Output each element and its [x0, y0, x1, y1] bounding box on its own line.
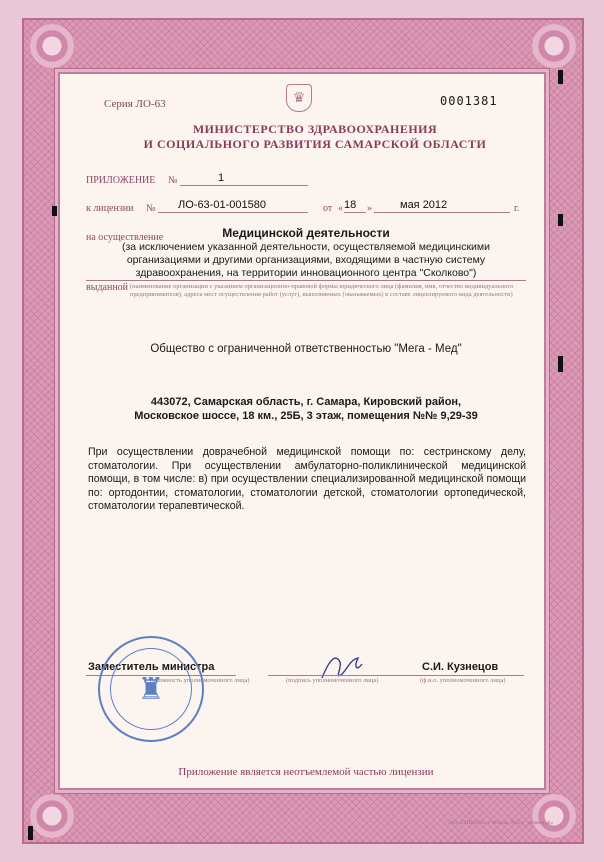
signatory-name: С.И. Кузнецов [422, 661, 499, 673]
services-text: При осуществлении доврачебной медицинской помощи по: сестринскому делу, стоматологии. При осуществлении амбулаторно-поликлинической медицинской помощи, в том числе: в) при осуществлении специализированной медицинской помощи по: ортодонтии, стоматологии, стоматологии детской, стоматологии ортопедической, стоматологии терапевтической. [88, 446, 526, 512]
print-info: ЗАО «ОПЦИОН», г. Москва, 2012 г., уровень «Б» [448, 821, 554, 826]
serial-number: 0001381 [440, 94, 498, 108]
issued-label: выданной [86, 282, 129, 293]
license-month-year: мая 2012 [400, 199, 448, 211]
name-caption: (ф.и.о. уполномоченного лица) [420, 677, 506, 684]
scan-artifact [52, 206, 57, 216]
activity-underline [86, 280, 526, 281]
activity-description: (за исключением указанной деятельности, осуществляемой медицинскими организациями и другими организациями, входящими в частную систему здравоохранения, на территории инновационного центра "Сколково") [122, 241, 490, 279]
activity-label: на осуществление [86, 232, 164, 243]
appendix-label: ПРИЛОЖЕНИЕ [86, 175, 156, 186]
issued-caption: (наименование организации с указанием организационно-правовой формы юридического лица (фамилия, имя, отчество индивидуального предпринимателя), адреса мест осуществления работ (услуг), выполняемых (оказываемых) в составе лицензируемого вида деятельности) [130, 283, 514, 298]
signatory-position: Заместитель министра [88, 661, 215, 673]
license-quote-open: « [338, 203, 343, 214]
address-line1: 443072, Самарская область, г. Самара, Кировский район, [150, 396, 462, 408]
license-number: ЛО-63-01-001580 [178, 199, 266, 211]
appendix-underline [180, 185, 308, 186]
corner-rosette-bottom-left [30, 794, 74, 838]
scan-artifact [558, 356, 563, 372]
license-no-sign: № [146, 203, 156, 214]
corner-rosette-top-left [30, 24, 74, 68]
eagle-emblem-icon: ♜ [110, 648, 192, 730]
scan-artifact [558, 214, 563, 226]
corner-rosette-top-right [532, 24, 576, 68]
address-line2: Московское шоссе, 18 км., 25Б, 3 этаж, помещения №№ 9,29-39 [134, 410, 478, 422]
name-underline [410, 675, 524, 676]
organization-name: Общество с ограниченной ответственностью "Мега - Мед" [150, 343, 462, 355]
license-quote-close: » [367, 203, 372, 214]
appendix-number: 1 [218, 172, 225, 184]
license-number-underline [158, 212, 308, 213]
license-date-underline [374, 212, 510, 213]
ministry-name-line2: И СОЦИАЛЬНОГО РАЗВИТИЯ САМАРСКОЙ ОБЛАСТИ [143, 137, 487, 151]
scan-artifact [558, 70, 563, 84]
ministry-name-line1: МИНИСТЕРСТВО ЗДРАВООХРАНЕНИЯ [192, 122, 438, 136]
official-stamp [98, 636, 204, 742]
coat-of-arms-icon: ♛ [286, 84, 312, 112]
license-day: 18 [344, 199, 357, 211]
scan-artifact [28, 826, 33, 840]
license-day-underline [344, 212, 366, 213]
signature-underline [268, 675, 418, 676]
footer-note: Приложение является неотъемлемой частью лицензии [178, 766, 434, 778]
license-label: к лицензии [86, 203, 134, 214]
corner-rosette-bottom-right [532, 794, 576, 838]
activity-title: Медицинской деятельности [222, 226, 390, 240]
signature-caption: (подпись уполномоченного лица) [286, 677, 379, 684]
license-year-suffix: г. [514, 203, 520, 214]
license-from-label: от [323, 203, 333, 214]
appendix-no-sign: № [168, 175, 178, 186]
position-caption: (должность уполномоченного лица) [150, 677, 250, 684]
series-label: Серия ЛО-63 [104, 98, 166, 110]
